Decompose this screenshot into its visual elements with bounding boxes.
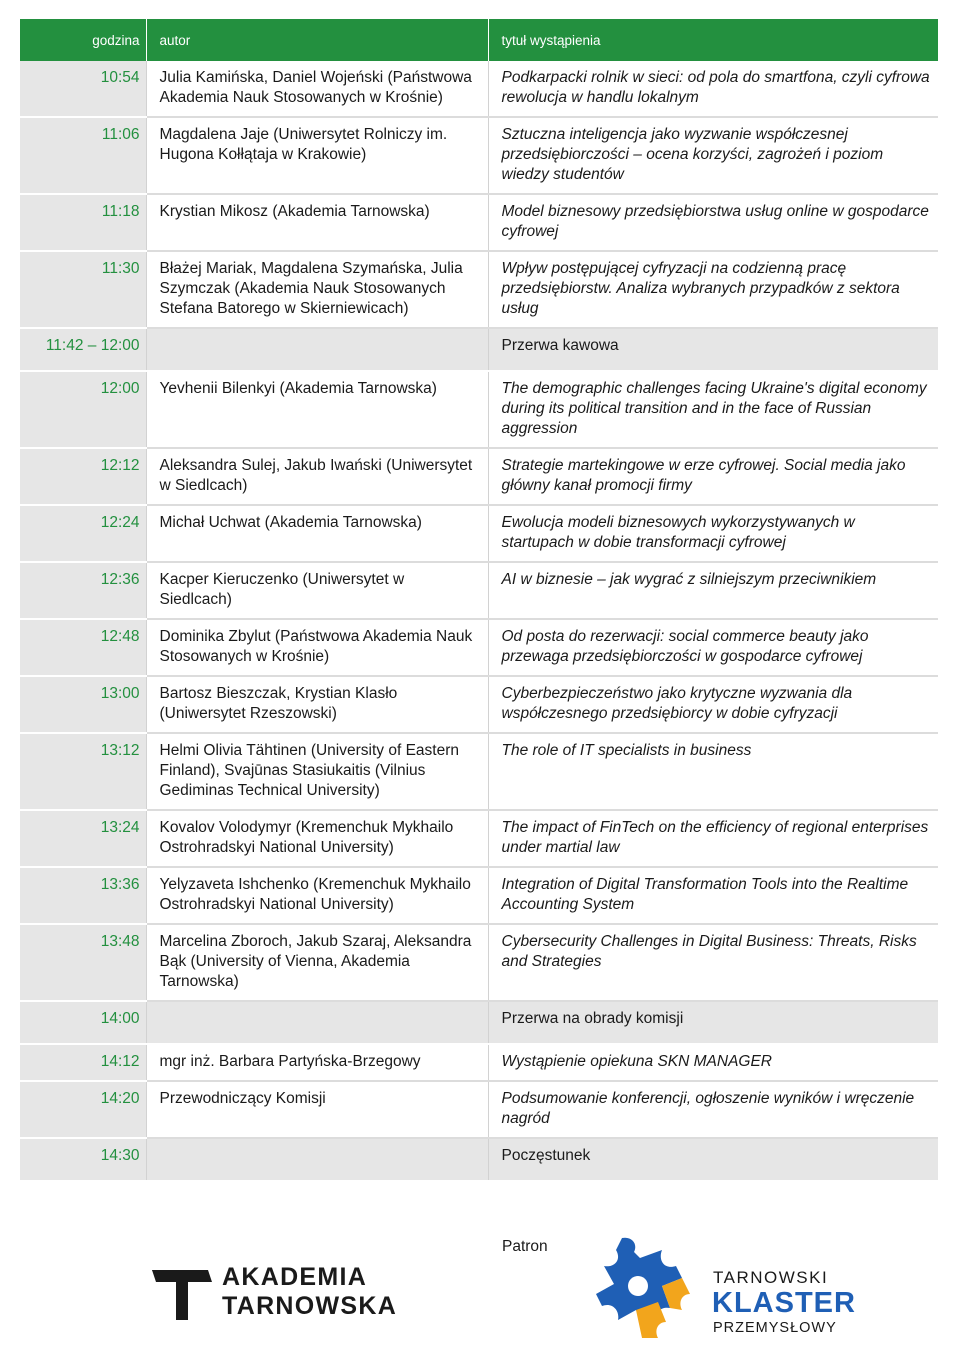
row-title: Przerwa kawowa [488,328,938,371]
row-time: 11:18 [20,194,146,251]
row-time: 11:30 [20,251,146,328]
row-time: 13:12 [20,733,146,810]
klaster-line-przemyslowy: PRZEMYSŁOWY [713,1320,837,1336]
schedule-table [20,19,938,1182]
row-author: Michał Uchwat (Akademia Tarnowska) [146,505,488,562]
row-title: Cybersecurity Challenges in Digital Business: Threats, Risks and Strategies [488,924,938,1001]
tarnowski-klaster-logo [578,1236,856,1340]
row-author: Aleksandra Sulej, Jakub Iwański (Uniwersytet w Siedlcach) [146,448,488,505]
schedule-row [20,924,938,1001]
klaster-line-tarnowski: TARNOWSKI [713,1268,829,1287]
row-title: Model biznesowy przedsiębiorstwa usług online w gospodarce cyfrowej [488,194,938,251]
schedule-break-row [20,1138,938,1181]
row-time: 10:54 [20,61,146,117]
row-title: AI w biznesie – jak wygrać z silniejszym przeciwnikiem [488,562,938,619]
row-time: 14:00 [20,1001,146,1044]
row-time: 12:00 [20,371,146,448]
row-time: 11:42 – 12:00 [20,328,146,371]
row-time: 14:20 [20,1081,146,1138]
row-author [146,1138,488,1181]
schedule-row [20,676,938,733]
puzzle-star-icon [578,1236,696,1340]
schedule-row [20,251,938,328]
schedule-row [20,194,938,251]
row-time: 13:36 [20,867,146,924]
row-author: Krystian Mikosz (Akademia Tarnowska) [146,194,488,251]
header-author: autor [146,19,488,61]
schedule-row [20,562,938,619]
row-time: 13:00 [20,676,146,733]
row-author: mgr inż. Barbara Partyńska-Brzegowy [146,1044,488,1081]
row-time: 14:12 [20,1044,146,1081]
schedule-row [20,61,938,117]
row-author: Przewodniczący Komisji [146,1081,488,1138]
schedule-break-row [20,1001,938,1044]
schedule-row [20,733,938,810]
row-title: The demographic challenges facing Ukraine's digital economy during its political transition and in the face of Russian aggression [488,371,938,448]
akademia-tarnowska-logo [150,1262,420,1322]
row-time: 12:24 [20,505,146,562]
row-title: Sztuczna inteligencja jako wyzwanie współczesnej przedsiębiorczości – ocena korzyści, zagrożeń i poziom wiedzy studentów [488,117,938,194]
row-author: Yevhenii Bilenkyi (Akademia Tarnowska) [146,371,488,448]
akademia-tarnowska-wordmark [222,1263,397,1321]
row-time: 13:24 [20,810,146,867]
klaster-line-klaster: KLASTER [712,1287,856,1319]
row-title: Od posta do rezerwacji: social commerce beauty jako przewaga przedsiębiorczości w gospodarce cyfrowej [488,619,938,676]
row-author: Bartosz Bieszczak, Krystian Klasło (Uniwersytet Rzeszowski) [146,676,488,733]
row-time: 12:12 [20,448,146,505]
schedule-row [20,1044,938,1081]
schedule-row [20,448,938,505]
row-title: Strategie martekingowe w erze cyfrowej. Social media jako główny kanał promocji firmy [488,448,938,505]
row-title: The impact of FinTech on the efficiency of regional enterprises under martial law [488,810,938,867]
header-time: godzina [20,19,146,61]
row-title: Cyberbezpieczeństwo jako krytyczne wyzwania dla współczesnego przedsiębiorcy w dobie cyfryzacji [488,676,938,733]
row-time: 12:36 [20,562,146,619]
schedule-header-row [20,19,938,61]
row-title: Wpływ postępującej cyfryzacji na codzienną pracę przedsiębiorstw. Analiza wybranych przypadków z sektora usług [488,251,938,328]
row-author: Dominika Zbylut (Państwowa Akademia Nauk Stosowanych w Krośnie) [146,619,488,676]
row-author: Kacper Kieruczenko (Uniwersytet w Siedlcach) [146,562,488,619]
row-title: The role of IT specialists in business [488,733,938,810]
patron-label: Patron [502,1238,548,1255]
row-author: Julia Kamińska, Daniel Wojeński (Państwowa Akademia Nauk Stosowanych w Krośnie) [146,61,488,117]
row-author: Marcelina Zboroch, Jakub Szaraj, Aleksandra Bąk (University of Vienna, Akademia Tarnowska) [146,924,488,1001]
schedule-row [20,1081,938,1138]
schedule-row [20,505,938,562]
row-author: Magdalena Jaje (Uniwersytet Rolniczy im. Hugona Kołłątaja w Krakowie) [146,117,488,194]
row-title: Ewolucja modeli biznesowych wykorzystywanych w startupach w dobie transformacji cyfrowej [488,505,938,562]
row-title: Poczęstunek [488,1138,938,1181]
schedule-row [20,371,938,448]
row-author [146,328,488,371]
logo-line-tarnowska: TARNOWSKA [222,1292,398,1320]
row-author: Yelyzaveta Ishchenko (Kremenchuk Mykhailo Ostrohradskyi National University) [146,867,488,924]
row-title: Przerwa na obrady komisji [488,1001,938,1044]
row-title: Wystąpienie opiekuna SKN MANAGER [488,1044,938,1081]
row-time: 14:30 [20,1138,146,1181]
schedule-row [20,117,938,194]
logo-line-akademia: AKADEMIA [222,1263,368,1291]
row-author [146,1001,488,1044]
schedule-body [20,61,938,1181]
row-time: 12:48 [20,619,146,676]
header-title: tytuł wystąpienia [488,19,938,61]
schedule-row [20,810,938,867]
schedule-row [20,867,938,924]
schedule-break-row [20,328,938,371]
row-title: Podsumowanie konferencji, ogłoszenie wyników i wręczenie nagród [488,1081,938,1138]
row-time: 11:06 [20,117,146,194]
row-author: Błażej Mariak, Magdalena Szymańska, Julia Szymczak (Akademia Nauk Stosowanych Stefana Batorego w Skierniewicach) [146,251,488,328]
akademia-tarnowska-logo-icon [150,1266,214,1324]
row-author: Helmi Olivia Tähtinen (University of Eastern Finland), Svajūnas Stasiukaitis (Vilnius Gediminas Technical University) [146,733,488,810]
row-title: Podkarpacki rolnik w sieci: od pola do smartfona, czyli cyfrowa rewolucja w handlu lokalnym [488,61,938,117]
row-time: 13:48 [20,924,146,1001]
row-title: Integration of Digital Transformation Tools into the Realtime Accounting System [488,867,938,924]
schedule-row [20,619,938,676]
row-author: Kovalov Volodymyr (Kremenchuk Mykhailo Ostrohradskyi National University) [146,810,488,867]
